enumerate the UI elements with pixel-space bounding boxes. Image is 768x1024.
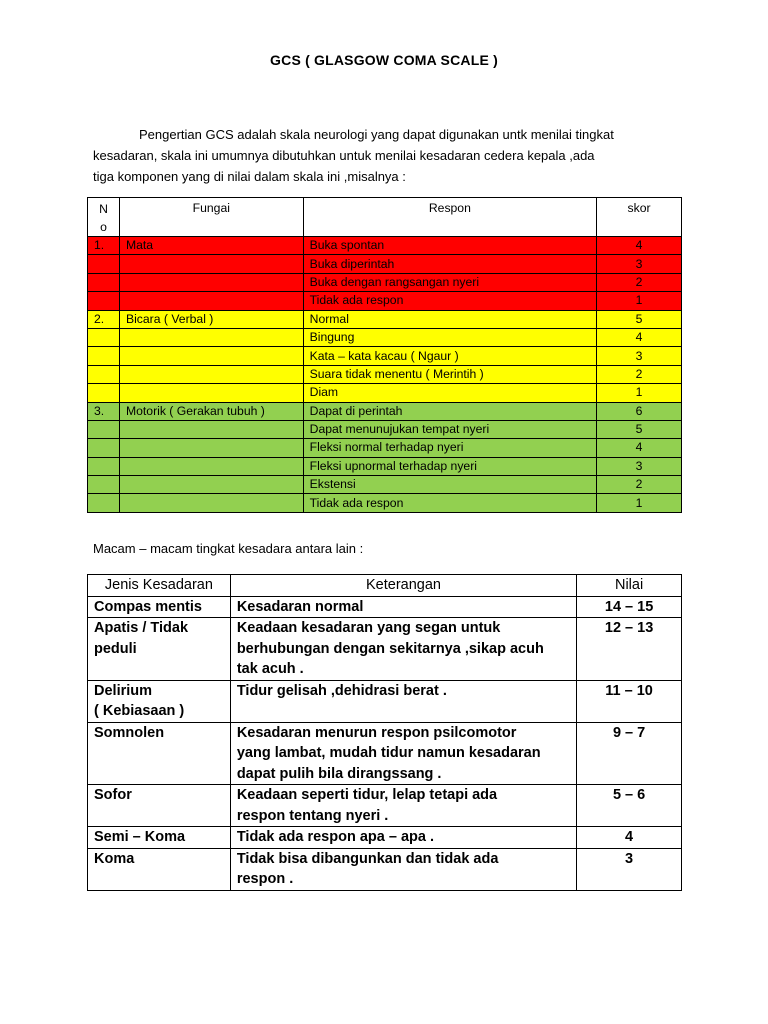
level-jenis-cell (88, 680, 231, 722)
gcs-fungsi-cell (119, 384, 303, 402)
gcs-row (88, 476, 682, 494)
level-row (88, 722, 682, 785)
level-keterangan-cell-line: Tidak bisa dibangunkan dan tidak ada (236, 850, 499, 867)
gcs-skor-cell: 1 (597, 384, 682, 402)
level-keterangan-cell-line: respon tentang nyeri . (236, 807, 389, 824)
gcs-no-cell: 1. (88, 237, 120, 255)
level-keterangan-cell-line: Tidak ada respon apa – apa . (236, 829, 435, 845)
gcs-row (88, 365, 682, 383)
gcs-no-cell (88, 328, 120, 346)
gcs-fungsi-cell (119, 328, 303, 346)
gcs-row (88, 292, 682, 310)
intro-paragraph (93, 124, 683, 187)
level-keterangan-cell-line: Keadaan seperti tidur, lelap tetapi ada (236, 787, 498, 803)
gcs-no-cell (88, 457, 120, 475)
gcs-no-cell: 2. (88, 310, 120, 328)
gcs-skor-cell: 1 (597, 292, 682, 310)
gcs-respon-cell: Diam (303, 384, 596, 402)
level-jenis-cell (88, 785, 231, 827)
gcs-skor-cell: 2 (597, 365, 682, 383)
gcs-header-row (88, 198, 682, 237)
gcs-respon-cell: Tidak ada respon (303, 494, 596, 512)
level-keterangan-cell (230, 848, 576, 890)
gcs-row (88, 237, 682, 255)
gcs-skor-cell: 3 (597, 457, 682, 475)
intro-line-text: Pengertian GCS adalah skala neurologi yang dapat digunakan untk menilai tingkat (139, 127, 614, 142)
level-keterangan-cell (230, 785, 576, 827)
gcs-no-cell (88, 384, 120, 402)
gcs-skor-cell: 3 (597, 255, 682, 273)
level-keterangan-cell-line: respon . (236, 871, 294, 887)
gcs-fungsi-cell (119, 420, 303, 438)
header-keterangan: Keterangan (230, 575, 576, 597)
gcs-skor-cell: 6 (597, 402, 682, 420)
level-keterangan-cell-line: Keadaan kesadaran yang segan untuk (236, 620, 501, 636)
gcs-row (88, 402, 682, 420)
level-keterangan-cell-line: Tidur gelisah ,dehidrasi berat . (236, 682, 447, 699)
gcs-respon-cell: Buka dengan rangsangan nyeri (303, 273, 596, 291)
gcs-table (87, 197, 682, 513)
gcs-no-cell: 3. (88, 402, 120, 420)
gcs-fungsi-cell (119, 457, 303, 475)
gcs-respon-cell: Bingung (303, 328, 596, 346)
level-nilai-cell: 14 – 15 (577, 596, 682, 618)
gcs-fungsi-cell (119, 292, 303, 310)
gcs-no-cell (88, 476, 120, 494)
gcs-no-cell (88, 420, 120, 438)
gcs-row (88, 255, 682, 273)
level-jenis-cell (88, 827, 231, 849)
gcs-skor-cell: 4 (597, 237, 682, 255)
level-keterangan-cell (230, 680, 576, 722)
gcs-row (88, 420, 682, 438)
level-header-row (88, 575, 682, 597)
gcs-fungsi-cell (119, 273, 303, 291)
level-jenis-cell-line: peduli (94, 640, 137, 657)
level-nilai-cell: 5 – 6 (577, 785, 682, 827)
level-jenis-cell-line: Semi – Koma (94, 829, 186, 845)
gcs-row (88, 494, 682, 512)
page-title: GCS ( GLASGOW COMA SCALE ) (270, 52, 498, 68)
level-keterangan-cell-line: berhubungan dengan sekitarnya ,sikap acuh (236, 640, 544, 657)
level-keterangan-cell-line: tak acuh . (236, 661, 304, 677)
gcs-no-cell (88, 255, 120, 273)
level-nilai-cell: 4 (577, 827, 682, 849)
gcs-row (88, 328, 682, 346)
gcs-skor-cell: 1 (597, 494, 682, 512)
level-keterangan-cell-line: Kesadaran normal (236, 598, 364, 615)
header-skor: skor (597, 198, 682, 237)
gcs-respon-cell: Dapat menunujukan tempat nyeri (303, 420, 596, 438)
gcs-respon-cell: Tidak ada respon (303, 292, 596, 310)
level-keterangan-cell (230, 596, 576, 618)
level-row (88, 827, 682, 849)
level-row (88, 618, 682, 681)
header-no-line: N (99, 202, 108, 216)
level-keterangan-cell-line: Kesadaran menurun respon psilcomotor (236, 724, 517, 741)
gcs-respon-cell: Buka diperintah (303, 255, 596, 273)
level-jenis-cell-line: Apatis / Tidak (94, 620, 189, 636)
intro-line (93, 124, 683, 145)
intro-line: kesadaran, skala ini umumnya dibutuhkan untuk menilai kesadaran cedera kepala ,ada (93, 148, 595, 163)
gcs-fungsi-cell (119, 347, 303, 365)
level-keterangan-cell-line: yang lambat, mudah tidur namun kesadaran (236, 745, 541, 761)
levels-caption: Macam – macam tingkat kesadara antara lain : (93, 541, 364, 556)
level-row (88, 785, 682, 827)
gcs-fungsi-cell (119, 439, 303, 457)
gcs-fungsi-cell: Bicara ( Verbal ) (119, 310, 303, 328)
gcs-respon-cell: Fleksi normal terhadap nyeri (303, 439, 596, 457)
level-table-body (88, 596, 682, 890)
gcs-skor-cell: 4 (597, 439, 682, 457)
level-keterangan-cell (230, 618, 576, 681)
consciousness-level-table (87, 574, 682, 891)
gcs-skor-cell: 5 (597, 310, 682, 328)
gcs-fungsi-cell (119, 476, 303, 494)
gcs-respon-cell: Dapat di perintah (303, 402, 596, 420)
gcs-no-cell (88, 273, 120, 291)
level-row (88, 596, 682, 618)
gcs-no-cell (88, 292, 120, 310)
gcs-respon-cell: Fleksi upnormal terhadap nyeri (303, 457, 596, 475)
gcs-no-cell (88, 494, 120, 512)
level-keterangan-cell (230, 722, 576, 785)
level-jenis-cell-line: Delirium (94, 682, 153, 699)
level-nilai-cell: 11 – 10 (577, 680, 682, 722)
gcs-row (88, 273, 682, 291)
gcs-skor-cell: 5 (597, 420, 682, 438)
level-jenis-cell (88, 848, 231, 890)
header-nilai: Nilai (577, 575, 682, 597)
gcs-respon-cell: Buka spontan (303, 237, 596, 255)
gcs-no-cell (88, 439, 120, 457)
level-jenis-cell-line: Sofor (94, 787, 132, 803)
gcs-fungsi-cell: Mata (119, 237, 303, 255)
gcs-fungsi-cell: Motorik ( Gerakan tubuh ) (119, 402, 303, 420)
level-row (88, 680, 682, 722)
level-jenis-cell (88, 596, 231, 618)
level-row (88, 848, 682, 890)
level-jenis-cell-line: Somnolen (94, 724, 165, 741)
gcs-row (88, 310, 682, 328)
gcs-skor-cell: 4 (597, 328, 682, 346)
level-jenis-cell (88, 618, 231, 681)
level-nilai-cell: 12 – 13 (577, 618, 682, 681)
gcs-no-cell (88, 347, 120, 365)
gcs-fungsi-cell (119, 255, 303, 273)
level-jenis-cell-line: ( Kebiasaan ) (94, 703, 185, 719)
gcs-row (88, 384, 682, 402)
header-no-line: o (100, 220, 107, 234)
gcs-respon-cell: Kata – kata kacau ( Ngaur ) (303, 347, 596, 365)
gcs-skor-cell: 2 (597, 273, 682, 291)
gcs-skor-cell: 3 (597, 347, 682, 365)
header-jenis: Jenis Kesadaran (88, 575, 231, 597)
header-fungsi: Fungai (119, 198, 303, 237)
gcs-row (88, 439, 682, 457)
level-jenis-cell-line: Compas mentis (94, 598, 202, 615)
intro-line: tiga komponen yang di nilai dalam skala ini ,misalnya : (93, 169, 406, 184)
gcs-fungsi-cell (119, 365, 303, 383)
header-no (88, 198, 120, 237)
header-respon: Respon (303, 198, 596, 237)
level-nilai-cell: 3 (577, 848, 682, 890)
level-keterangan-cell-line: dapat pulih bila dirangssang . (236, 765, 442, 782)
gcs-row (88, 347, 682, 365)
gcs-respon-cell: Normal (303, 310, 596, 328)
gcs-table-body (88, 237, 682, 513)
level-keterangan-cell (230, 827, 576, 849)
level-jenis-cell (88, 722, 231, 785)
gcs-no-cell (88, 365, 120, 383)
gcs-respon-cell: Suara tidak menentu ( Merintih ) (303, 365, 596, 383)
gcs-fungsi-cell (119, 494, 303, 512)
level-nilai-cell: 9 – 7 (577, 722, 682, 785)
gcs-row (88, 457, 682, 475)
level-jenis-cell-line: Koma (94, 850, 135, 867)
gcs-skor-cell: 2 (597, 476, 682, 494)
gcs-respon-cell: Ekstensi (303, 476, 596, 494)
